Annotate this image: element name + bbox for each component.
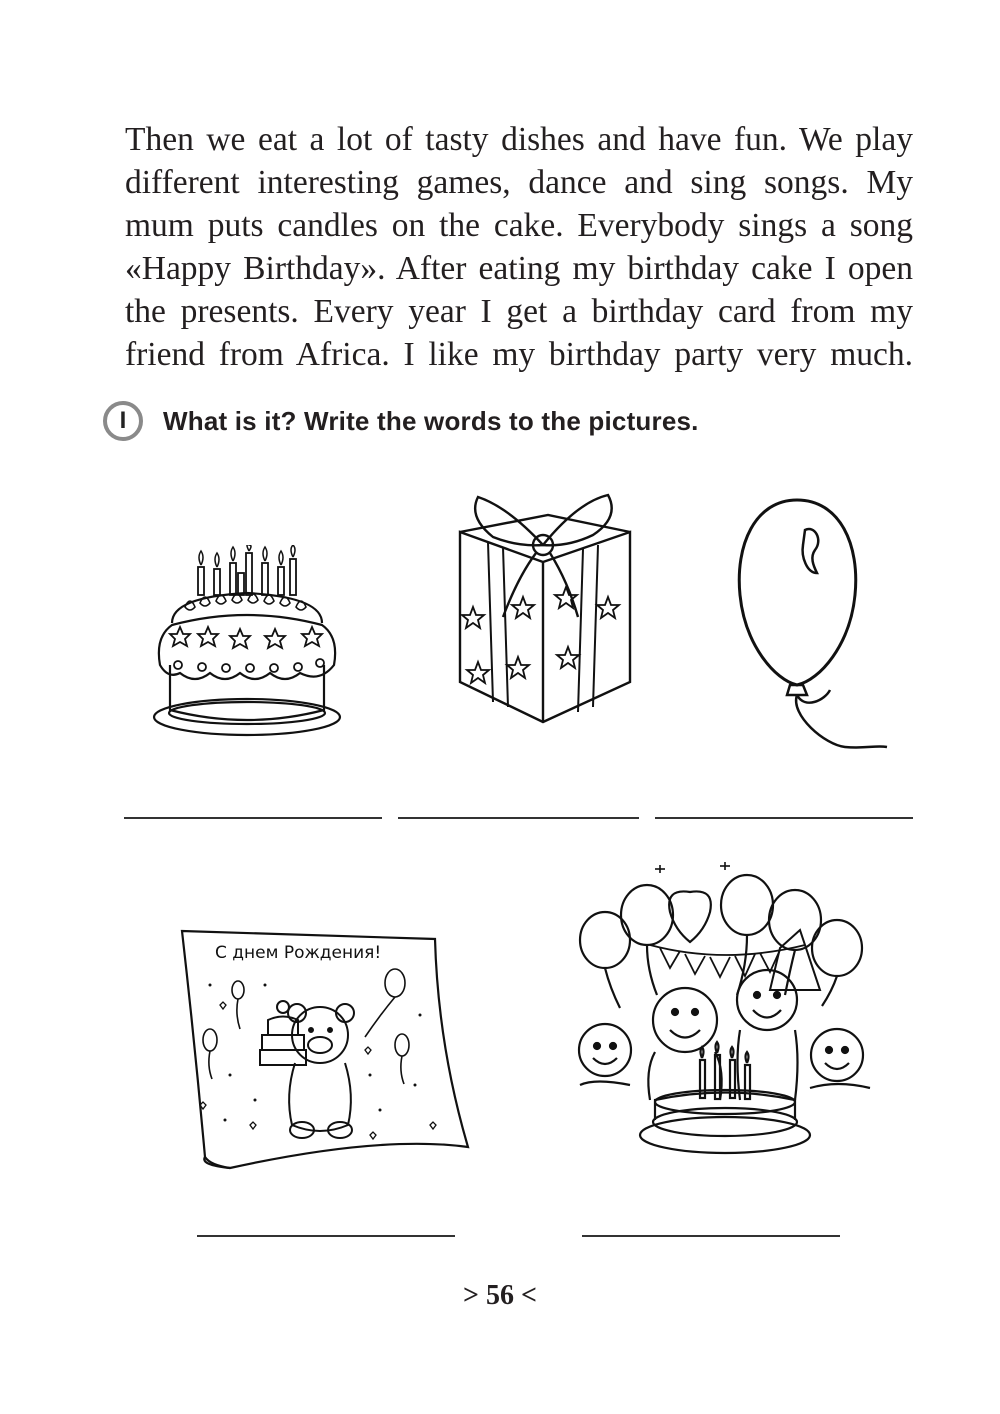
- answer-line-card[interactable]: [197, 1235, 455, 1237]
- answer-line-present[interactable]: [398, 817, 639, 819]
- text-line: the presents. Every year I get a birthday card from my: [125, 293, 913, 330]
- answer-line-balloon[interactable]: [655, 817, 913, 819]
- gift-box-icon: [448, 487, 638, 727]
- task-header: [103, 398, 699, 444]
- answer-line-party[interactable]: [582, 1235, 840, 1237]
- text-line: mum puts candles on the cake. Everybody sings a song: [125, 207, 913, 244]
- page-number: > 56 <: [463, 1280, 537, 1311]
- task-instruction: What is it? Write the words to the pictures.: [163, 405, 699, 436]
- reading-text: [125, 118, 913, 376]
- text-line: different interesting games, dance and sing songs. My: [125, 164, 913, 201]
- card-caption: С днем Рождения!: [215, 943, 382, 963]
- answer-line-cake[interactable]: [124, 817, 382, 819]
- text-line: Then we eat a lot of tasty dishes and have fun. We play: [125, 121, 913, 158]
- birthday-card-icon: [170, 925, 475, 1175]
- birthday-cake-icon: [150, 545, 345, 745]
- task-number-badge: I: [103, 401, 143, 441]
- balloon-icon: [735, 495, 895, 755]
- birthday-party-icon: [575, 860, 890, 1165]
- text-line: friend from Africa. I like my birthday party very much.: [125, 336, 913, 373]
- text-line: «Happy Birthday». After eating my birthday cake I open: [125, 250, 913, 287]
